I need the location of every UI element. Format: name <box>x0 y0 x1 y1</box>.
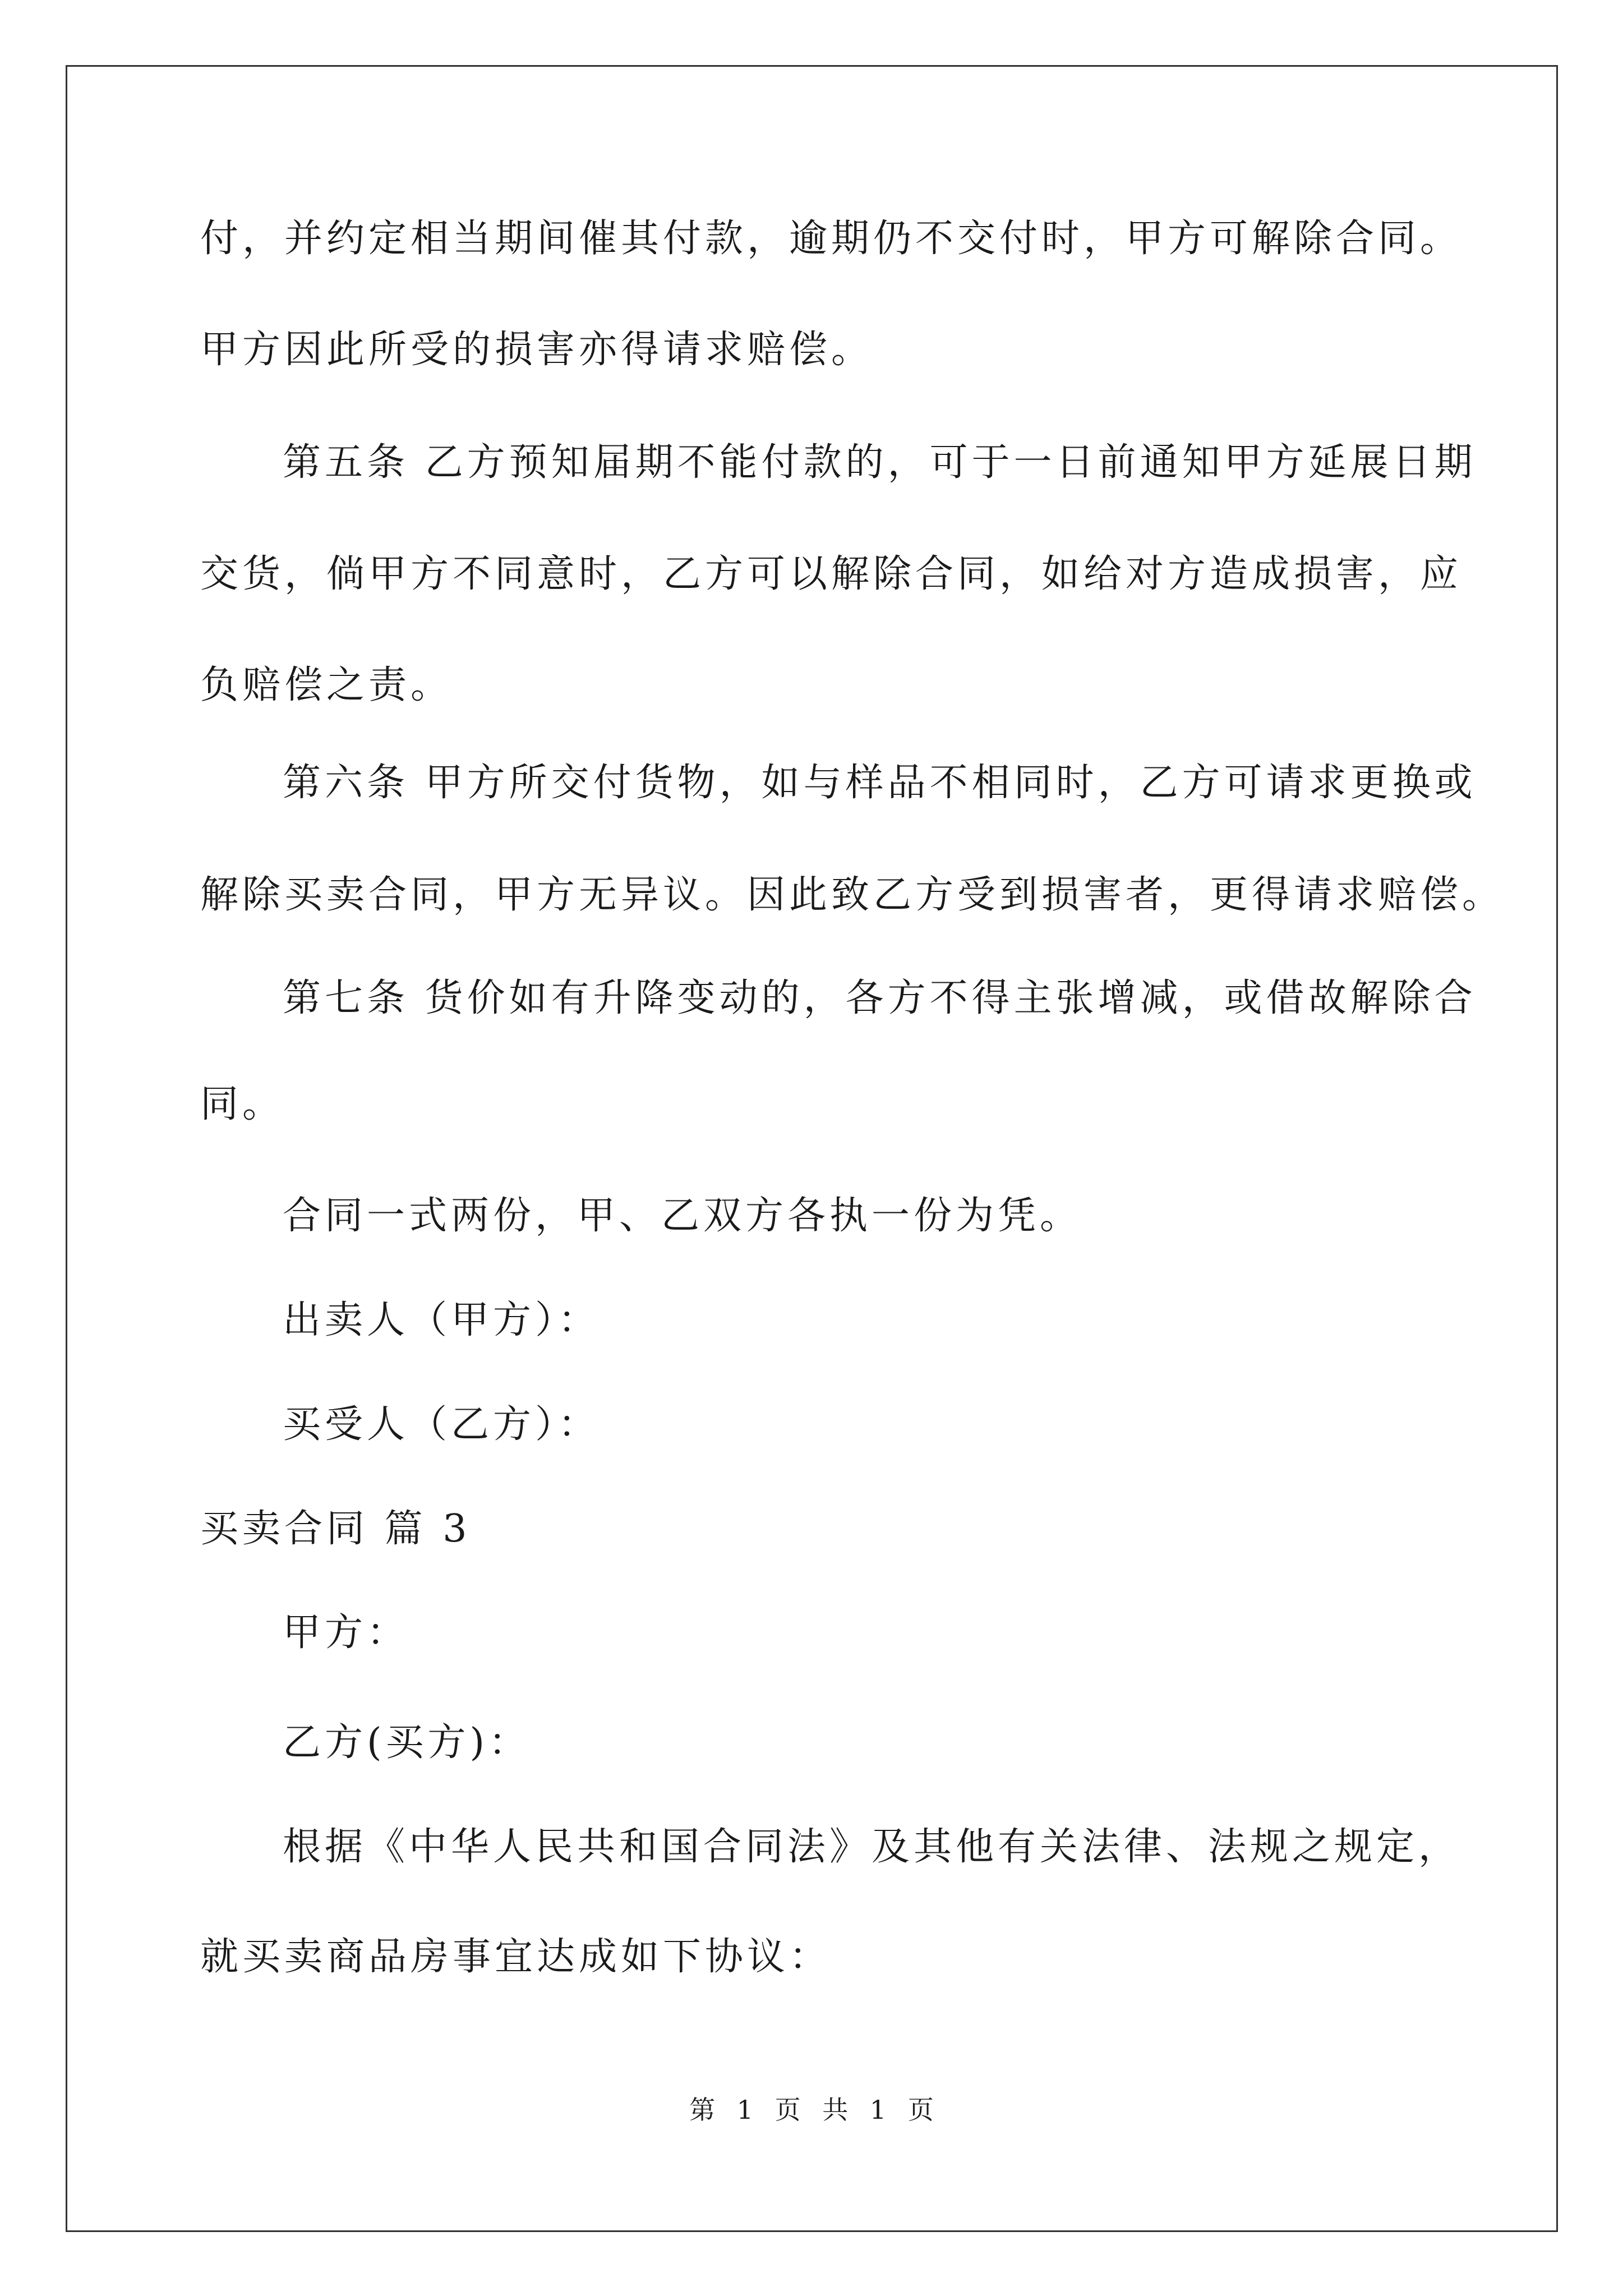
seller-signature-line: 出卖人（甲方）： <box>283 1298 601 1342</box>
paragraph-line: 解除买卖合同，甲方无异议。因此致乙方受到损害者，更得请求赔偿。 <box>200 873 1505 917</box>
clause-7-heading-line: 第七条 货价如有升降变动的，各方不得主张增减，或借故解除合 <box>283 976 1477 1020</box>
paragraph-line: 付，并约定相当期间催其付款，逾期仍不交付时，甲方可解除合同。 <box>200 217 1463 261</box>
section-heading: 买卖合同 篇 3 <box>200 1507 471 1551</box>
paragraph-line: 交货，倘甲方不同意时，乙方可以解除合同，如给对方造成损害，应 <box>200 552 1463 596</box>
paragraph-line: 合同一式两份，甲、乙双方各执一份为凭。 <box>283 1194 1082 1238</box>
paragraph-line: 就买卖商品房事宜达成如下协议： <box>200 1935 832 1979</box>
paragraph-line: 同。 <box>200 1082 285 1126</box>
paragraph-line: 负赔偿之责。 <box>200 663 453 707</box>
page-border <box>66 65 1558 2232</box>
paragraph-line: 甲方因此所受的损害亦得请求赔偿。 <box>200 328 874 372</box>
clause-5-heading-line: 第五条 乙方预知届期不能付款的，可于一日前通知甲方延展日期 <box>283 440 1477 485</box>
page-footer: 第 1 页 共 1 页 <box>689 2095 934 2125</box>
paragraph-line: 根据《中华人民共和国合同法》及其他有关法律、法规之规定， <box>283 1825 1461 1869</box>
party-a-line: 甲方： <box>283 1611 409 1655</box>
buyer-signature-line: 买受人（乙方）： <box>283 1402 601 1447</box>
party-b-line: 乙方(买方)： <box>283 1720 531 1765</box>
clause-6-heading-line: 第六条 甲方所交付货物，如与样品不相同时，乙方可请求更换或 <box>283 761 1477 805</box>
